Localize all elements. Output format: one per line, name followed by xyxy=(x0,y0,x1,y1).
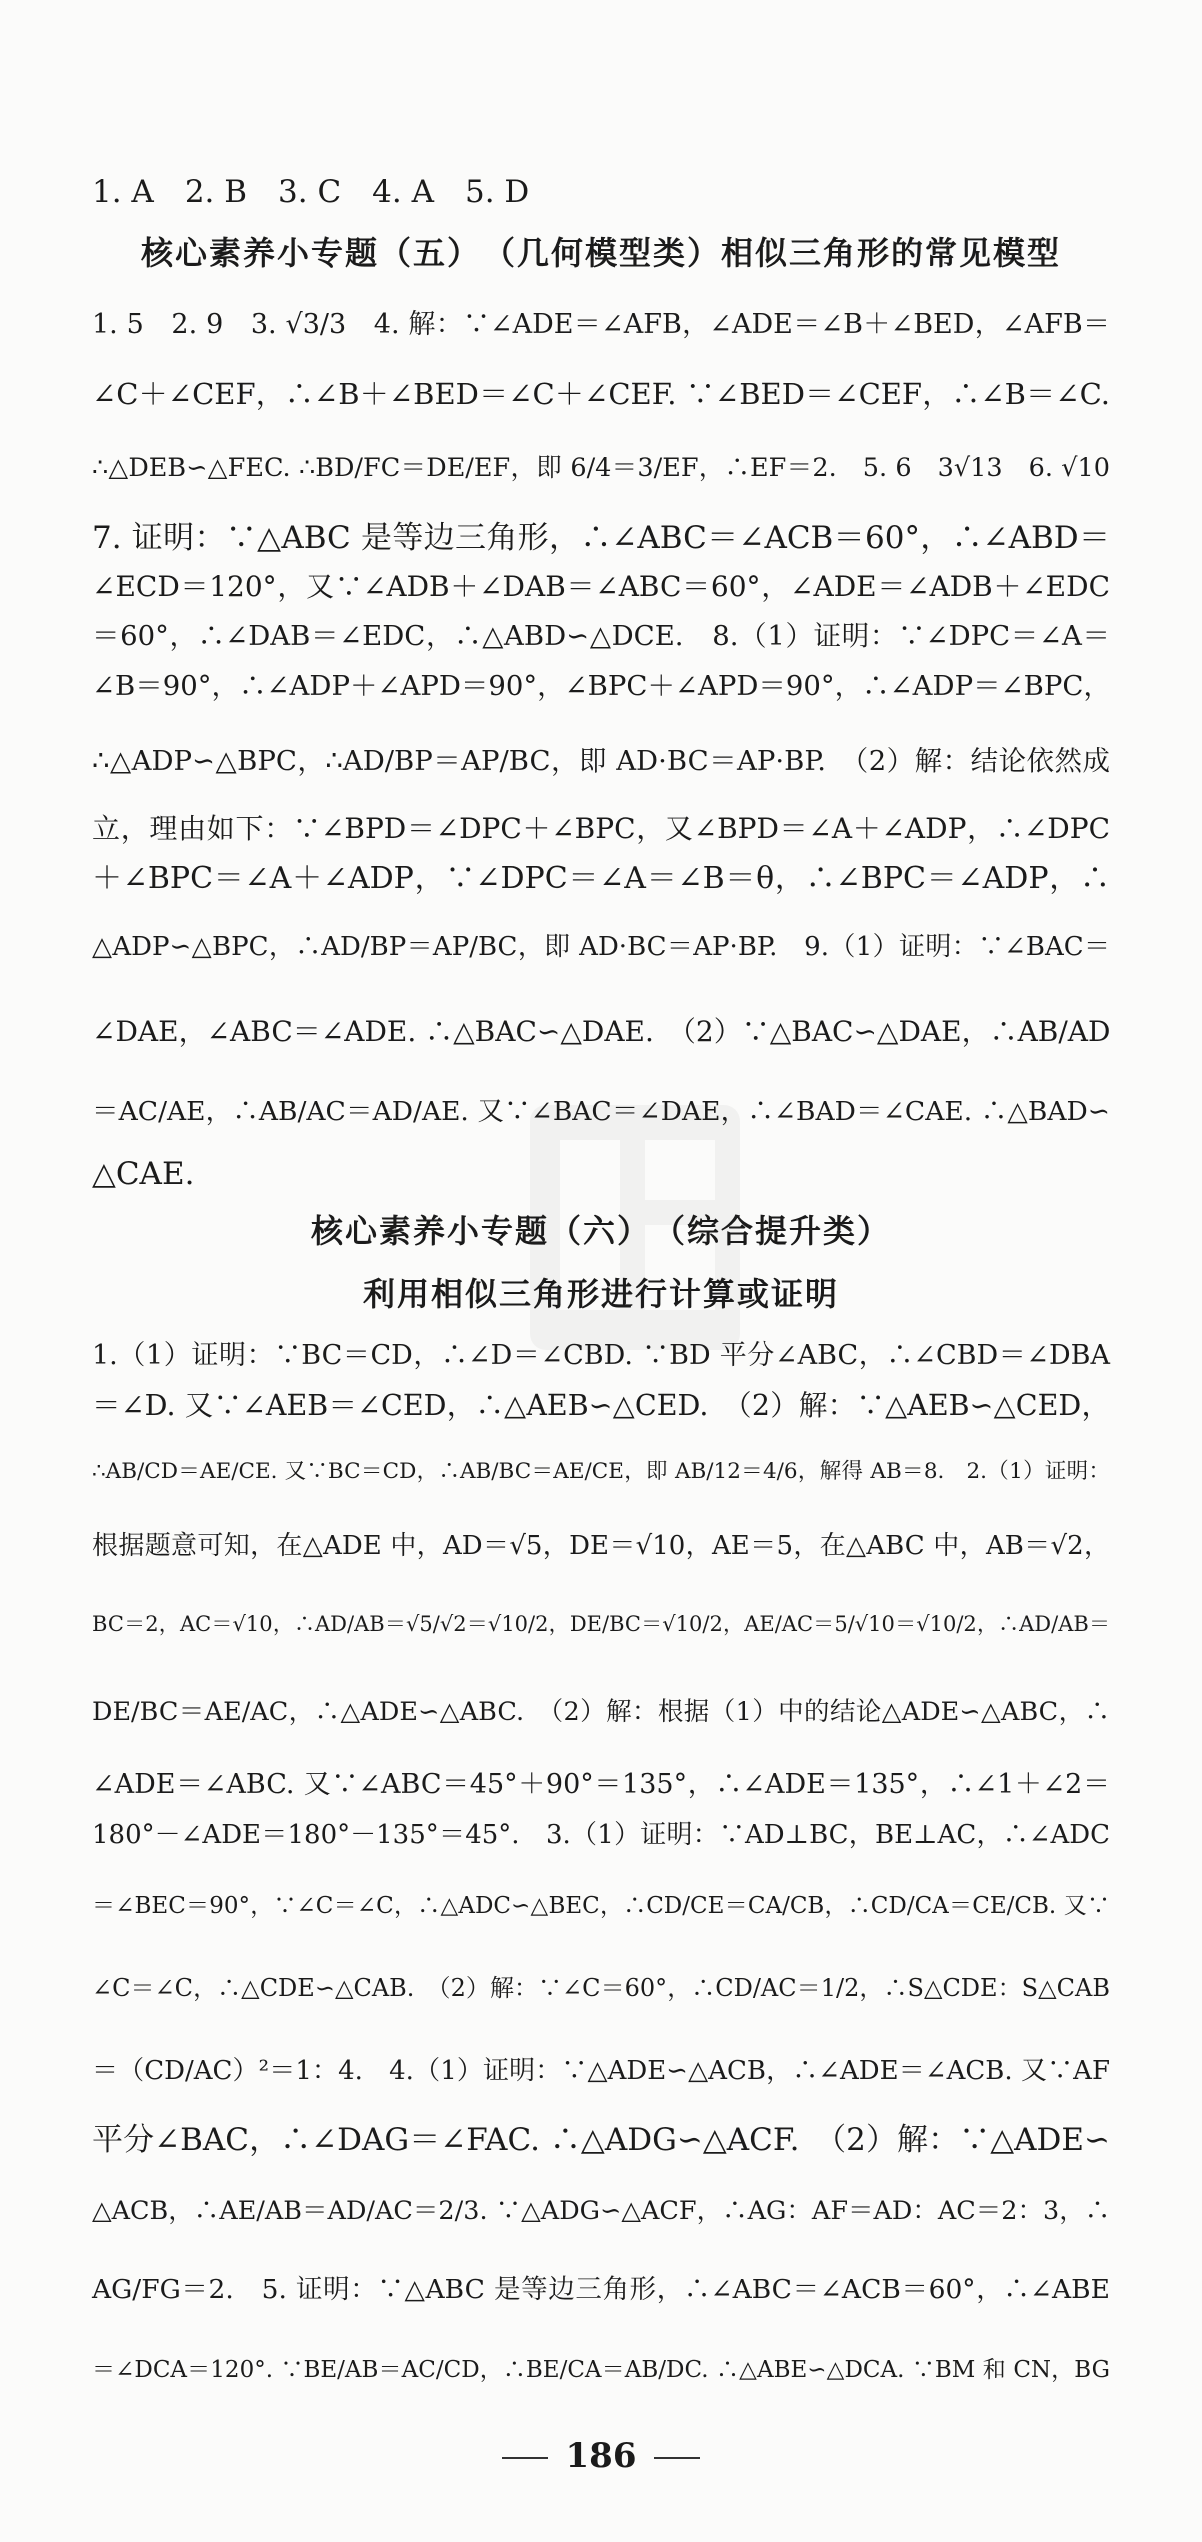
answer-line-9: ∴△ADP∽△BPC，∴AD/BP＝AP/BC，即 AD·BC＝AP·BP. （2）解：结论依然成 xyxy=(92,745,1110,777)
answer-line-16: 1.（1）证明：∵BC＝CD，∴∠D＝∠CBD. ∵BD 平分∠ABC，∴∠CBD＝∠DBA xyxy=(92,1340,1110,1371)
answer-line-4: ∴△DEB∽△FEC. ∴BD/FC＝DE/EF，即 6/4＝3/EF，∴EF＝2. 5. 6 3√13 6. √10 xyxy=(92,453,1110,483)
answer-line-20: BC＝2，AC＝√10，∴AD/AB＝√5/√2＝√10/2，DE/BC＝√10/2，AE/AC＝5/√10＝√10/2，∴AD/AB＝ xyxy=(92,1612,1110,1636)
answer-line-30: ＝∠DCA＝120°. ∵BE/AB＝AC/CD，∴BE/CA＝AB/DC. ∴△ABE∽△DCA. ∵BM 和 CN，BG xyxy=(92,2357,1110,2383)
answer-line-27: 平分∠BAC，∴∠DAG＝∠FAC. ∴△ADG∽△ACF. （2）解：∵△ADE∽ xyxy=(92,2122,1110,2158)
answer-line-8: ∠B＝90°，∴∠ADP＋∠APD＝90°，∠BPC＋∠APD＝90°，∴∠ADP＝∠BPC， xyxy=(92,670,1111,702)
section-heading-5: 核心素养小专题（五） （几何模型类）相似三角形的常见模型 xyxy=(140,234,1061,272)
answer-line-11: ＋∠BPC＝∠A＋∠ADP，∵∠DPC＝∠A＝∠B＝θ，∴∠BPC＝∠ADP，∴ xyxy=(92,861,1110,896)
answer-line-12: △ADP∽△BPC，∴AD/BP＝AP/BC，即 AD·BC＝AP·BP. 9.（1）证明：∵∠BAC＝ xyxy=(92,932,1110,962)
answer-line-13: ∠DAE，∠ABC＝∠ADE. ∴△BAC∽△DAE. （2）∵△BAC∽△DAE，∴AB/AD xyxy=(92,1015,1111,1048)
section-subheading-6: 利用相似三角形进行计算或证明 xyxy=(362,1275,839,1313)
answer-line-2: 1. 5 2. 9 3. √3/3 4. 解：∵∠ADE＝∠AFB，∠ADE＝∠B＋∠BED，∠AFB＝ xyxy=(92,309,1110,340)
answer-line-6: ∠ECD＝120°，又∵∠ADB＋∠DAB＝∠ABC＝60°，∠ADE＝∠ADB＋∠EDC xyxy=(92,570,1110,603)
page-number xyxy=(0,2436,1202,2476)
answer-line-24: ＝∠BEC＝90°，∵∠C＝∠C，∴△ADC∽△BEC，∴CD/CE＝CA/CB，∴CD/CA＝CE/CB. 又∵ xyxy=(92,1893,1110,1919)
answer-line-15: △CAE. xyxy=(92,1156,195,1192)
answer-line-3: ∠C＋∠CEF，∴∠B＋∠BED＝∠C＋∠CEF. ∵∠BED＝∠CEF，∴∠B＝∠C. xyxy=(92,377,1110,411)
answer-line-7: ＝60°，∴∠DAB＝∠EDC，∴△ABD∽△DCE. 8.（1）证明：∵∠DPC＝∠A＝ xyxy=(92,620,1110,652)
answer-line-29: AG/FG＝2. 5. 证明：∵△ABC 是等边三角形，∴∠ABC＝∠ACB＝60°，∴∠ABE xyxy=(92,2274,1110,2305)
answer-line-18: ∴AB/CD＝AE/CE. 又∵BC＝CD，∴AB/BC＝AE/CE，即 AB/12＝4/6，解得 AB＝8. 2.（1）证明： xyxy=(92,1459,1110,1484)
section-heading-6: 核心素养小专题（六） （综合提升类） xyxy=(310,1212,891,1250)
answer-line-23: 180°－∠ADE＝180°－135°＝45°. 3.（1）证明：∵AD⊥BC，BE⊥AC，∴∠ADC xyxy=(92,1820,1110,1850)
answer-line-22: ∠ADE＝∠ABC. 又∵∠ABC＝45°＋90°＝135°，∴∠ADE＝135°，∴∠1＋∠2＝ xyxy=(92,1769,1110,1800)
answer-line-26: ＝（CD/AC）²＝1：4. 4.（1）证明：∵△ADE∽△ACB，∴∠ADE＝∠ACB. 又∵AF xyxy=(92,2056,1110,2086)
answer-line-14: ＝AC/AE，∴AB/AC＝AD/AE. 又∵∠BAC＝∠DAE，∴∠BAD＝∠CAE. ∴△BAD∽ xyxy=(92,1096,1110,1127)
answer-line-5: 7. 证明：∵△ABC 是等边三角形，∴∠ABC＝∠ACB＝60°，∴∠ABD＝ xyxy=(92,520,1110,556)
page-number-text: 186 xyxy=(565,2436,637,2476)
answer-line-25: ∠C＝∠C，∴△CDE∽△CAB. （2）解：∵∠C＝60°，∴CD/AC＝1/2，∴S△CDE：S△CAB xyxy=(92,1974,1110,2002)
answer-line-19: 根据题意可知，在△ADE 中，AD＝√5，DE＝√10，AE＝5，在△ABC 中，AB＝√2， xyxy=(92,1531,1110,1561)
answer-line-1: 1. A 2. B 3. C 4. A 5. D xyxy=(92,174,530,210)
answer-line-17: ＝∠D. 又∵∠AEB＝∠CED，∴△AEB∽△CED. （2）解：∵△AEB∽△CED， xyxy=(92,1389,1110,1422)
answer-line-21: DE/BC＝AE/AC，∴△ADE∽△ABC. （2）解：根据（1）中的结论△ADE∽△ABC，∴ xyxy=(92,1697,1110,1727)
answer-line-10: 立，理由如下：∵∠BPD＝∠DPC＋∠BPC，又∠BPD＝∠A＋∠ADP，∴∠DPC xyxy=(92,812,1110,845)
answer-line-28: △ACB，∴AE/AB＝AD/AC＝2/3. ∵△ADG∽△ACF，∴AG：AF＝AD：AC＝2：3，∴ xyxy=(92,2196,1111,2226)
